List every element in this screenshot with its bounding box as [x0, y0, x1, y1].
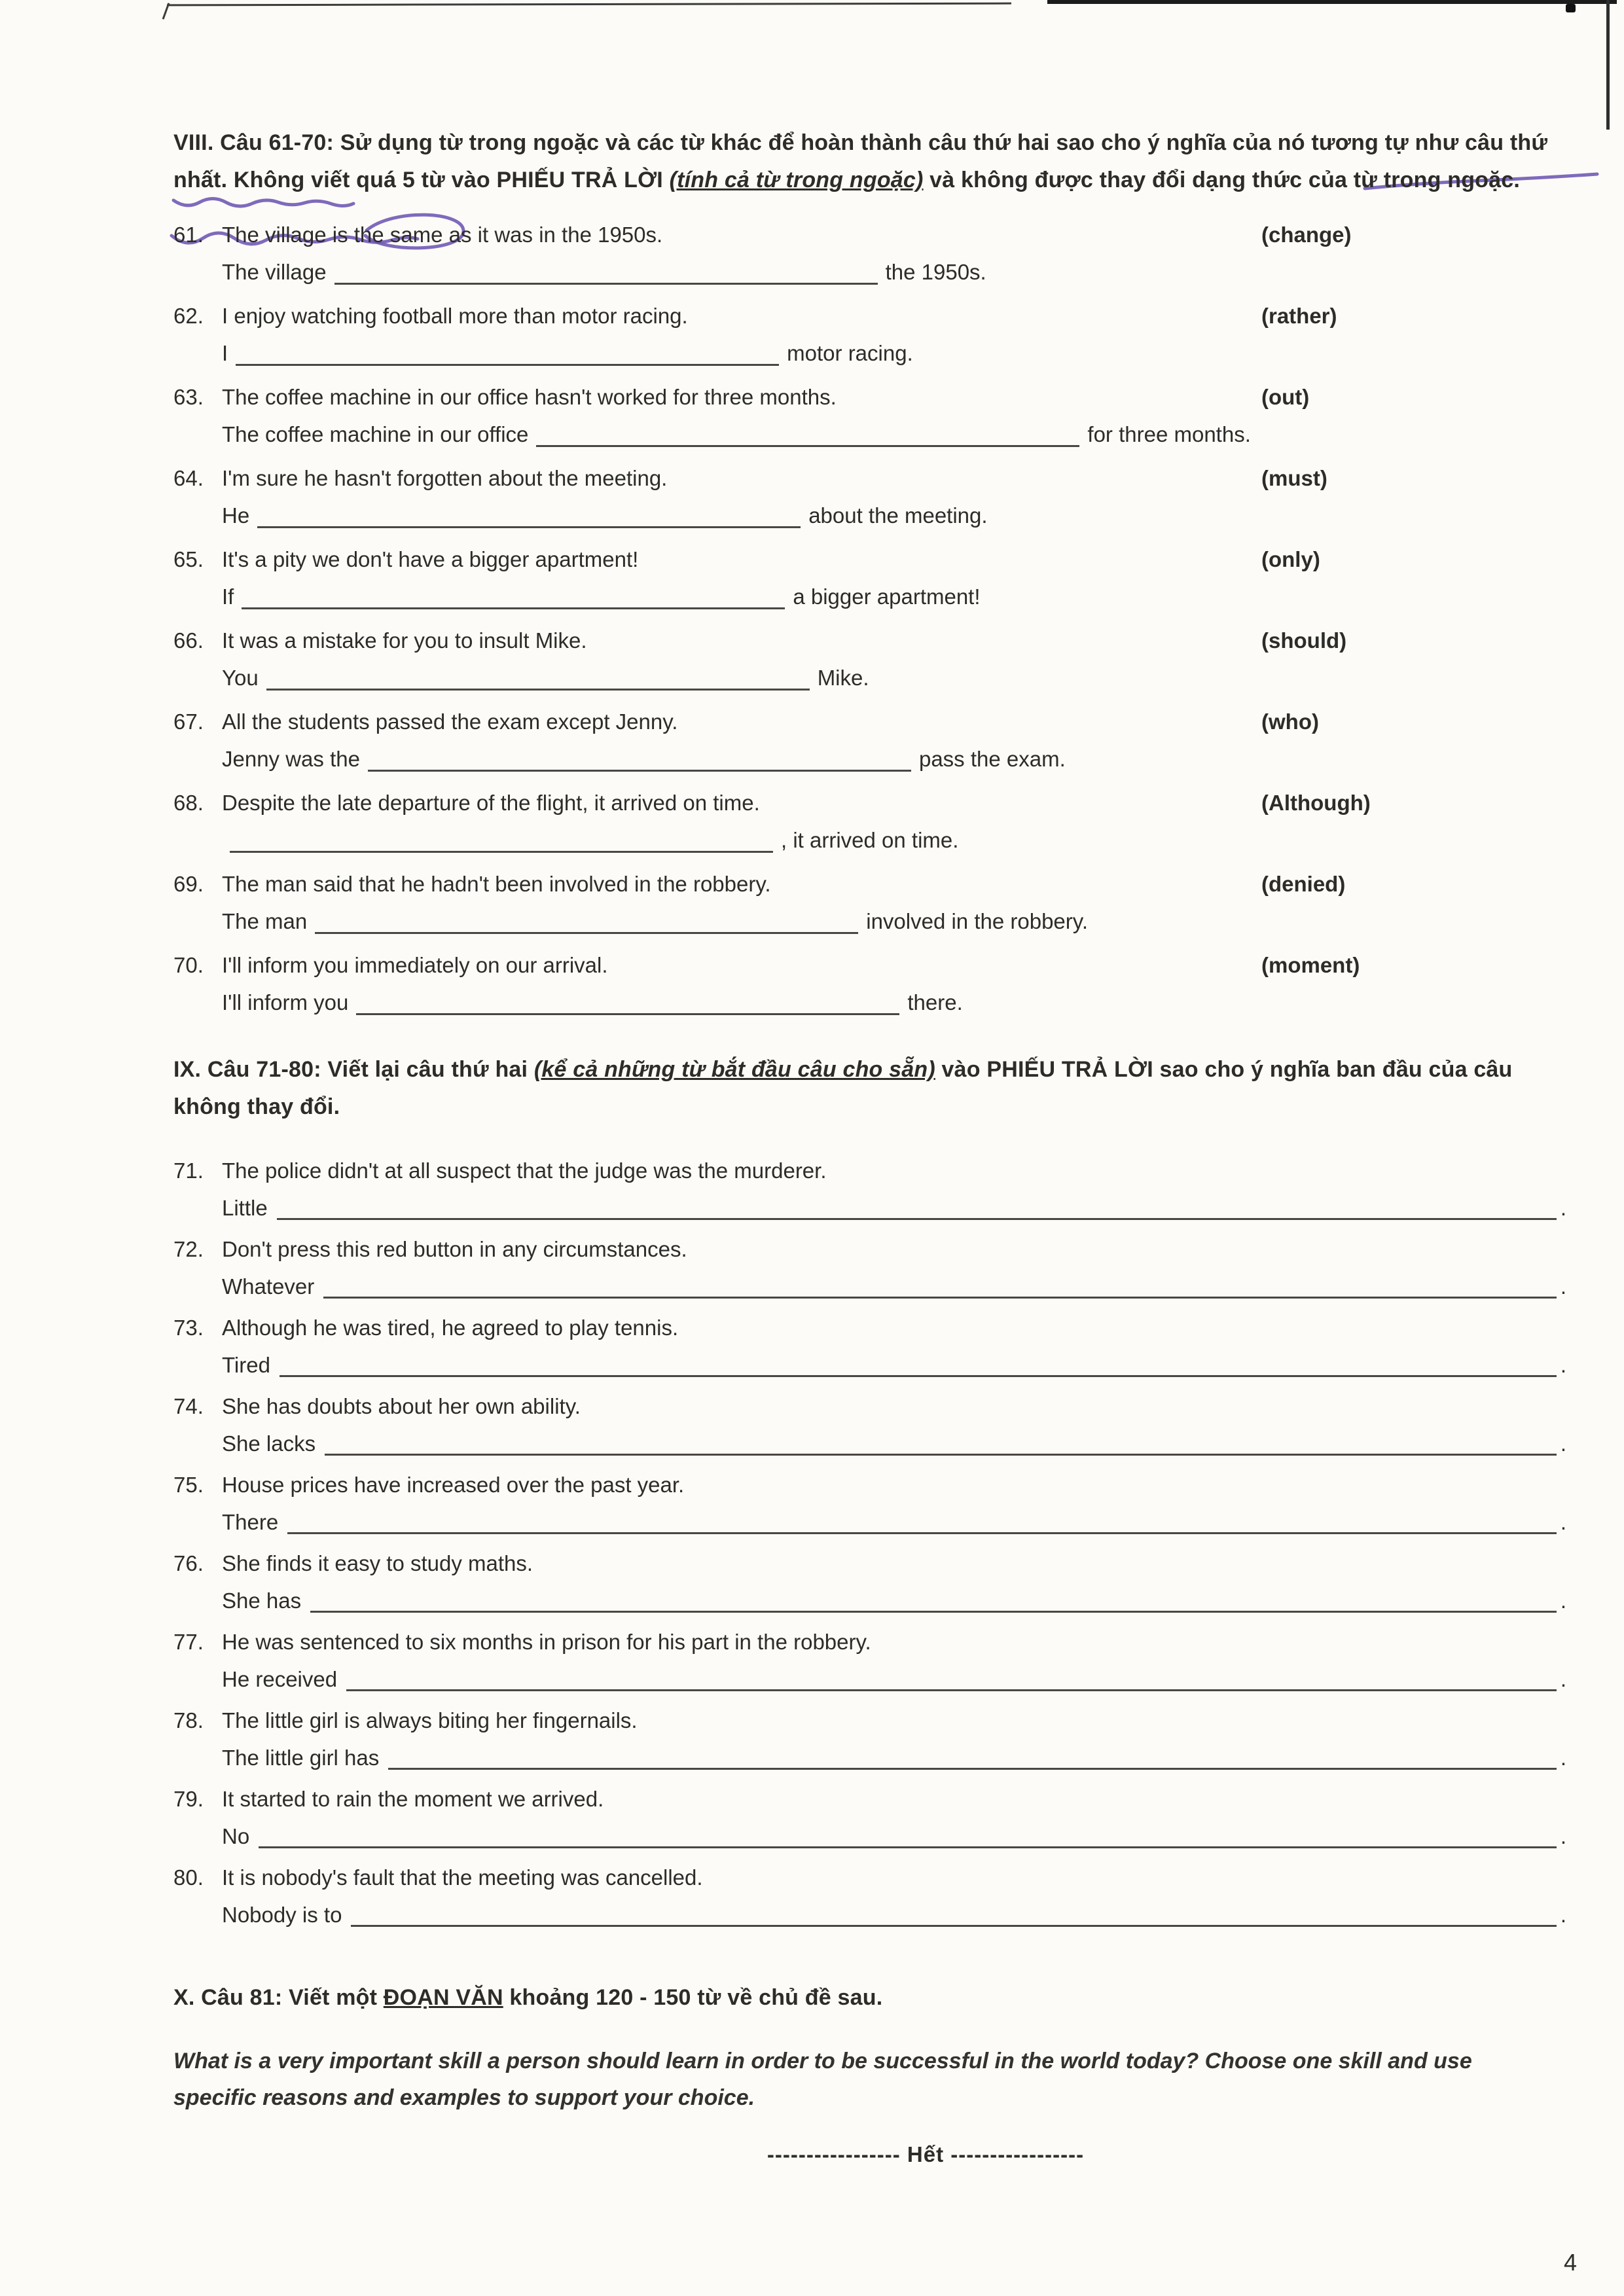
question-hint-word: (change): [1261, 223, 1352, 247]
question-sentence-line: [173, 1623, 1566, 1660]
question-sentence: The police didn't at all suspect that the judge was the murderer.: [222, 1158, 827, 1183]
question-hint-word: (must): [1261, 466, 1327, 490]
question-sentence: She finds it easy to study maths.: [222, 1551, 533, 1575]
question-hint-word: (rather): [1261, 304, 1337, 328]
answer-blank-line: [236, 338, 779, 366]
rewrite-suffix: for three months.: [1087, 422, 1251, 446]
questions-61-70: [173, 216, 1566, 1021]
answer-blank-line: [334, 257, 878, 285]
questions-71-80: [173, 1152, 1566, 1933]
rewrite-suffix: Mike.: [817, 666, 869, 690]
rewrite-suffix: the 1950s.: [885, 260, 986, 284]
answer-blank-line: [277, 1218, 1557, 1220]
end-marker-dashes: -----------------: [950, 2142, 1085, 2166]
heading-underlined-note: ĐOẠN VĂN: [383, 1985, 503, 2010]
question-item: [173, 1388, 1566, 1462]
question-number: 64.: [173, 466, 204, 490]
question-sentence: Although he was tired, he agreed to play tennis.: [222, 1316, 679, 1340]
end-marker: [173, 2142, 1566, 2167]
rewrite-line: [173, 1503, 1566, 1541]
question-sentence: Don't press this red button in any circumstances.: [222, 1237, 687, 1261]
question-sentence: She has doubts about her own ability.: [222, 1394, 581, 1418]
rewrite-prefix: The village: [222, 260, 327, 284]
rewrite-line: [173, 1425, 1566, 1462]
rewrite-prefix: If: [222, 584, 234, 609]
section-ix-heading: [173, 1051, 1566, 1126]
question-sentence: It's a pity we don't have a bigger apartment!: [222, 547, 639, 571]
question-item: [173, 1466, 1566, 1541]
rewrite-prefix: Tired: [222, 1353, 270, 1377]
question-number: 72.: [173, 1237, 204, 1261]
answer-blank-line: [287, 1532, 1557, 1534]
question-item: [173, 216, 1566, 291]
question-hint-word: (should): [1261, 628, 1347, 653]
rewrite-prefix: Whatever: [222, 1274, 315, 1299]
rewrite-line: [173, 416, 1566, 453]
question-number: 78.: [173, 1708, 204, 1732]
question-sentence-line: [173, 1859, 1566, 1896]
rewrite-suffix: .: [1560, 1353, 1566, 1377]
answer-blank-line: [356, 987, 899, 1015]
answer-blank-line: [242, 581, 785, 609]
rewrite-line: [173, 334, 1566, 372]
question-item: [173, 784, 1566, 859]
question-sentence: I'm sure he hasn't forgotten about the meeting.: [222, 466, 668, 490]
rewrite-suffix: .: [1560, 1510, 1566, 1534]
rewrite-suffix: .: [1560, 1196, 1566, 1220]
answer-blank-line: [266, 662, 810, 691]
question-number: 71.: [173, 1158, 204, 1183]
question-sentence-line: [173, 703, 1566, 740]
rewrite-line: [173, 740, 1566, 778]
question-item: [173, 1545, 1566, 1619]
question-item: [173, 541, 1566, 615]
question-sentence-line: [173, 1702, 1566, 1739]
rewrite-line: [173, 497, 1566, 534]
rewrite-prefix: He: [222, 503, 250, 528]
answer-blank-line: [257, 500, 801, 528]
rewrite-prefix: Nobody is to: [222, 1903, 342, 1927]
question-hint-word: (moment): [1261, 953, 1360, 977]
rewrite-suffix: a bigger apartment!: [793, 584, 981, 609]
heading-text: X. Câu 81: Viết một: [173, 1985, 384, 2010]
answer-blank-line: [280, 1375, 1557, 1377]
rewrite-line: [173, 1660, 1566, 1698]
question-sentence: Despite the late departure of the flight, it arrived on time.: [222, 791, 760, 815]
question-number: 62.: [173, 304, 204, 328]
question-sentence-line: [173, 378, 1566, 416]
question-item: [173, 1309, 1566, 1384]
question-number: 79.: [173, 1787, 204, 1811]
rewrite-suffix: involved in the robbery.: [866, 909, 1088, 933]
rewrite-prefix: She has: [222, 1588, 302, 1613]
question-sentence-line: [173, 1230, 1566, 1268]
rewrite-prefix: There: [222, 1510, 279, 1534]
heading-underlined-note: (tính cả từ trong ngoặc): [669, 168, 924, 192]
question-sentence-line: [173, 1388, 1566, 1425]
question-item: [173, 865, 1566, 940]
question-sentence-line: [173, 784, 1566, 821]
heading-text: khoảng 120 - 150 từ về chủ đề sau.: [503, 1985, 883, 2010]
question-hint-word: (who): [1261, 709, 1319, 734]
question-sentence-line: [173, 541, 1566, 578]
section-viii-heading: [173, 124, 1566, 199]
question-sentence: He was sentenced to six months in prison for his part in the robbery.: [222, 1630, 871, 1654]
question-hint-word: (Although): [1261, 791, 1371, 815]
answer-blank-line: [325, 1454, 1557, 1456]
question-item: [173, 946, 1566, 1021]
rewrite-suffix: .: [1560, 1903, 1566, 1927]
question-sentence-line: [173, 622, 1566, 659]
rewrite-prefix: He received: [222, 1667, 338, 1691]
answer-blank-line: [230, 825, 773, 853]
rewrite-suffix: , it arrived on time.: [781, 828, 959, 852]
rewrite-line: [173, 253, 1566, 291]
heading-underlined-note: (kể cả những từ bắt đầu câu cho sẵn): [533, 1057, 935, 1082]
question-sentence: It started to rain the moment we arrived.: [222, 1787, 604, 1811]
question-sentence: I enjoy watching football more than motor racing.: [222, 304, 688, 328]
question-item: [173, 1623, 1566, 1698]
question-sentence: It was a mistake for you to insult Mike.: [222, 628, 587, 653]
question-number: 76.: [173, 1551, 204, 1575]
rewrite-suffix: pass the exam.: [918, 747, 1066, 771]
rewrite-line: [173, 1268, 1566, 1305]
question-sentence: The man said that he hadn't been involved in the robbery.: [222, 872, 771, 896]
question-sentence-line: [173, 459, 1566, 497]
heading-text: VIII. Câu 61-70: Sử dụng từ trong ngoặc và các từ khác để hoàn thành câu thứ hai sao cho ý nghĩa của nó tương tự như câu thứ nhất. Không viết quá 5 từ vào PHIẾU TRẢ LỜI: [173, 130, 1548, 192]
rewrite-suffix: .: [1560, 1274, 1566, 1299]
question-number: 77.: [173, 1630, 204, 1654]
question-number: 61.: [173, 223, 204, 247]
rewrite-suffix: motor racing.: [787, 341, 913, 365]
page-content: [173, 124, 1566, 2167]
question-sentence: It is nobody's fault that the meeting was cancelled.: [222, 1865, 703, 1890]
heading-text: và không được thay đổi dạng thức của từ trong ngoặc.: [923, 168, 1520, 192]
question-sentence: The village is the same as it was in the 1950s.: [222, 223, 663, 247]
question-sentence-line: [173, 1780, 1566, 1818]
rewrite-line: [173, 1582, 1566, 1619]
rewrite-line: [173, 984, 1566, 1021]
rewrite-line: [173, 903, 1566, 940]
rewrite-prefix: Jenny was the: [222, 747, 360, 771]
heading-text: IX. Câu 71-80: Viết lại câu thứ hai: [173, 1057, 534, 1082]
question-number: 65.: [173, 547, 204, 571]
rewrite-prefix: I: [222, 341, 228, 365]
section-x-heading: [173, 1979, 1566, 2017]
question-number: 80.: [173, 1865, 204, 1890]
question-number: 73.: [173, 1316, 204, 1340]
rewrite-prefix: The coffee machine in our office: [222, 422, 529, 446]
question-item: [173, 1859, 1566, 1933]
question-sentence-line: [173, 946, 1566, 984]
rewrite-line: [173, 821, 1566, 859]
answer-blank-line: [351, 1925, 1556, 1927]
rewrite-line: [173, 1346, 1566, 1384]
page-number: 4: [1563, 2249, 1577, 2276]
end-marker-dashes: -----------------: [767, 2142, 901, 2166]
scan-artifact-top-line: [167, 3, 1011, 7]
question-hint-word: (only): [1261, 547, 1320, 571]
question-sentence-line: [173, 1309, 1566, 1346]
question-sentence-line: [173, 1545, 1566, 1582]
rewrite-suffix: .: [1560, 1746, 1566, 1770]
question-number: 74.: [173, 1394, 204, 1418]
rewrite-line: [173, 1818, 1566, 1855]
heading-text: vào PHIẾU TRẢ LỜI sao cho ý nghĩa ban đầu của câu không thay đổi.: [173, 1057, 1513, 1119]
rewrite-prefix: You: [222, 666, 259, 690]
question-sentence-line: [173, 865, 1566, 903]
rewrite-suffix: .: [1560, 1824, 1566, 1848]
answer-blank-line: [323, 1297, 1557, 1299]
scan-artifact-top-line: [1047, 0, 1617, 4]
rewrite-suffix: .: [1560, 1431, 1566, 1456]
rewrite-prefix: She lacks: [222, 1431, 316, 1456]
answer-blank-line: [388, 1768, 1557, 1770]
question-sentence-line: [173, 297, 1566, 334]
question-sentence: The coffee machine in our office hasn't worked for three months.: [222, 385, 837, 409]
rewrite-suffix: about the meeting.: [808, 503, 988, 528]
answer-blank-line: [346, 1689, 1557, 1691]
rewrite-suffix: .: [1560, 1667, 1566, 1691]
rewrite-suffix: there.: [907, 990, 963, 1014]
rewrite-prefix: I'll inform you: [222, 990, 349, 1014]
question-number: 75.: [173, 1473, 204, 1497]
question-item: [173, 378, 1566, 453]
question-sentence: The little girl is always biting her fingernails.: [222, 1708, 638, 1732]
answer-blank-line: [259, 1846, 1557, 1848]
question-sentence: All the students passed the exam except Jenny.: [222, 709, 678, 734]
essay-prompt: What is a very important skill a person should learn in order to be successful in the world today? Choose one skill and use specific reasons and examples to support your choice.: [173, 2049, 1472, 2110]
question-sentence-line: [173, 216, 1566, 253]
question-hint-word: (out): [1261, 385, 1310, 409]
rewrite-line: [173, 1189, 1566, 1227]
question-number: 70.: [173, 953, 204, 977]
question-hint-word: (denied): [1261, 872, 1346, 896]
rewrite-suffix: .: [1560, 1588, 1566, 1613]
question-sentence-line: [173, 1152, 1566, 1189]
end-marker-label: Hết: [907, 2142, 945, 2166]
question-item: [173, 622, 1566, 696]
question-number: 66.: [173, 628, 204, 653]
question-number: 67.: [173, 709, 204, 734]
question-item: [173, 297, 1566, 372]
scan-artifact-edge-line: [1606, 0, 1610, 130]
question-item: [173, 1780, 1566, 1855]
question-number: 69.: [173, 872, 204, 896]
question-number: 68.: [173, 791, 204, 815]
scan-artifact-dot: [1566, 4, 1576, 12]
rewrite-line: [173, 659, 1566, 696]
rewrite-line: [173, 1896, 1566, 1933]
rewrite-line: [173, 1739, 1566, 1776]
rewrite-prefix: No: [222, 1824, 250, 1848]
question-item: [173, 703, 1566, 778]
question-sentence: I'll inform you immediately on our arrival.: [222, 953, 608, 977]
question-sentence: House prices have increased over the past year.: [222, 1473, 685, 1497]
rewrite-prefix: The man: [222, 909, 308, 933]
question-sentence-line: [173, 1466, 1566, 1503]
question-number: 63.: [173, 385, 204, 409]
answer-blank-line: [368, 744, 911, 772]
answer-blank-line: [310, 1611, 1557, 1613]
question-item: [173, 459, 1566, 534]
question-item: [173, 1702, 1566, 1776]
scan-artifact-mark: [162, 3, 170, 19]
rewrite-prefix: Little: [222, 1196, 268, 1220]
answer-blank-line: [536, 419, 1079, 447]
rewrite-line: [173, 578, 1566, 615]
rewrite-prefix: The little girl has: [222, 1746, 380, 1770]
answer-blank-line: [315, 906, 858, 934]
question-item: [173, 1230, 1566, 1305]
question-item: [173, 1152, 1566, 1227]
